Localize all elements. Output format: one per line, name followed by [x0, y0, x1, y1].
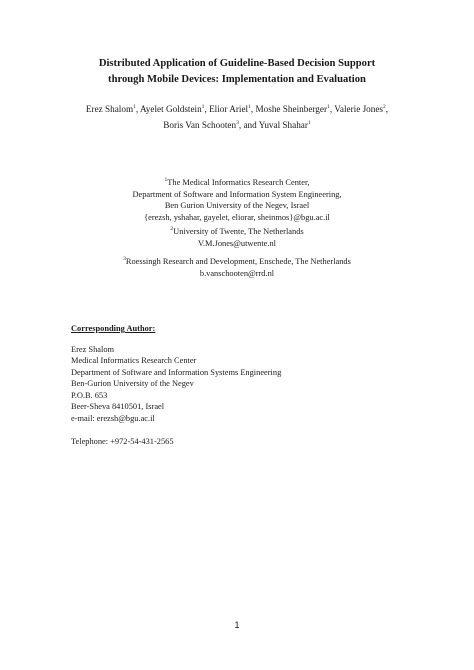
affiliation-email: {erezsh, yshahar, gayelet, eliorar, sheinmos}@bgu.ac.il: [144, 212, 330, 222]
affiliation-email: V.M.Jones@utwente.nl: [197, 238, 277, 248]
title-line-1: Distributed Application of Guideline-Based Decision Support: [98, 58, 376, 69]
author: Erez Shalom$^1$: [85, 103, 136, 114]
page-number: 1: [234, 620, 240, 630]
author: Ayelet Goldstein$^1$: [140, 103, 205, 114]
author: Elior Ariel$^1$: [209, 103, 251, 114]
title-line-2: through Mobile Devices: Implementation and Evaluation: [108, 74, 366, 85]
author-line-2: Boris Van Schooten$^3$, and Yuval Shahar$^1$: [163, 119, 311, 130]
affiliation-email: b.vanschooten@rrd.nl: [199, 268, 275, 278]
author: Valerie Jones$^2$: [334, 103, 386, 114]
author-line-1: Erez Shalom$^1$, Ayelet Goldstein$^1$, Elior Ariel$^1$, Moshe Sheinberger$^1$, Valerie Jones$^2$,: [85, 103, 389, 114]
corresponding-author-heading: Corresponding Author:: [71, 324, 156, 333]
author: Moshe Sheinberger$^1$: [255, 103, 330, 114]
affiliation-2: $^2$University of Twente, The Netherlands V.M.Jones@utwente.nl: [40, 226, 434, 249]
affiliation-3: $^3$Roessingh Research and Development, Enschede, The Netherlands b.vanschooten@rrd.nl: [40, 256, 434, 279]
affiliation-1: $^1$The Medical Informatics Research Center, Department of Software and Information System Engineering, Ben Gurion University of the Negev, Israel {erezsh, yshahar, gayelet, eliorar, sheinmos}@bgu.ac.il: [40, 177, 434, 223]
corresponding-author-block: Corresponding Author: Erez Shalom Medical Informatics Research Center Department of Software and Information Systems Engineering Ben-Gurion University of the Negev P.O.B. 653 Beer-Sheva 8410501, Israel e-mail: erezsh@bgu.ac.il Telephone: +972-54-431-2565: [71, 324, 282, 446]
author: Yuval Shahar$^1$: [258, 119, 311, 130]
corresponding-telephone: Telephone: +972-54-431-2565: [71, 437, 174, 446]
author-list: [40, 101, 434, 133]
author: Boris Van Schooten$^3$: [163, 119, 239, 130]
paper-title: [40, 56, 434, 88]
corresponding-email: e-mail: erezsh@bgu.ac.il: [71, 413, 155, 423]
